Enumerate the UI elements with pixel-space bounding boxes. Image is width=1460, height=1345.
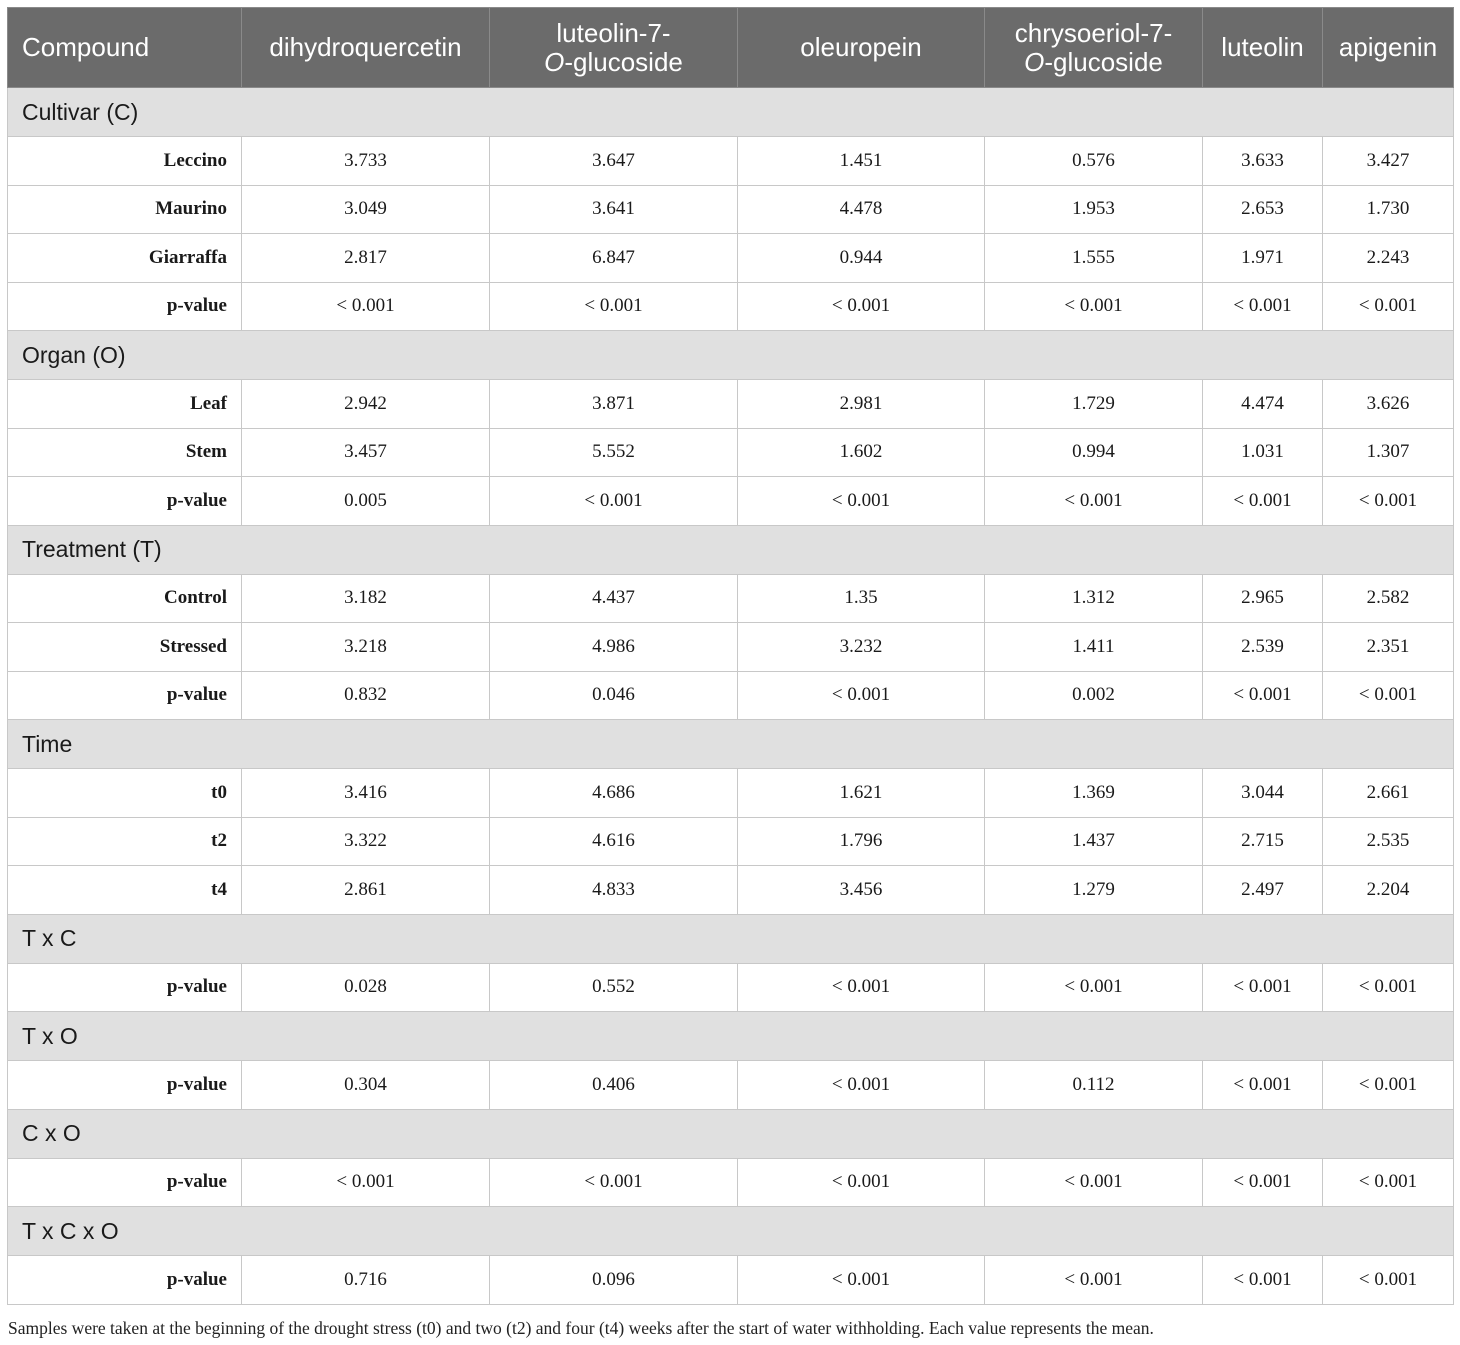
table-cell: 2.861 — [242, 866, 490, 915]
table-cell: 4.478 — [738, 185, 985, 234]
table-cell: < 0.001 — [1203, 1158, 1323, 1207]
row-label: t4 — [8, 866, 242, 915]
table-cell: 3.049 — [242, 185, 490, 234]
table-cell: 0.944 — [738, 234, 985, 283]
table-cell: < 0.001 — [985, 1256, 1203, 1305]
header-apigenin: apigenin — [1323, 8, 1454, 88]
header-luteolin-7-rest: -glucoside — [564, 46, 683, 77]
table-cell: < 0.001 — [1203, 1061, 1323, 1110]
table-cell: 3.457 — [242, 428, 490, 477]
table-cell: 2.942 — [242, 380, 490, 429]
table-row — [8, 817, 1454, 866]
table-row — [8, 477, 1454, 526]
table-cell: < 0.001 — [490, 282, 738, 331]
table-footnote: Samples were taken at the beginning of the drought stress (t0) and two (t2) and four (t4) weeks after the start of water withholding. Each value represents the mean. — [8, 1318, 1154, 1338]
table-cell: 4.686 — [490, 769, 738, 818]
table-cell: 2.539 — [1203, 623, 1323, 672]
group-title: Time — [8, 720, 1454, 769]
table-cell: 1.307 — [1323, 428, 1454, 477]
group-row — [8, 525, 1454, 574]
table-cell: < 0.001 — [1323, 1158, 1454, 1207]
table-cell: < 0.001 — [985, 477, 1203, 526]
table-cell: < 0.001 — [490, 1158, 738, 1207]
table-cell: 1.312 — [985, 574, 1203, 623]
row-label: p-value — [8, 1061, 242, 1110]
table-cell: 3.733 — [242, 137, 490, 186]
table-cell: 0.005 — [242, 477, 490, 526]
table-row — [8, 1061, 1454, 1110]
group-title: T x C x O — [8, 1207, 1454, 1256]
table-row — [8, 428, 1454, 477]
row-label: t2 — [8, 817, 242, 866]
table-cell: 2.535 — [1323, 817, 1454, 866]
table-cell: 0.576 — [985, 137, 1203, 186]
header-chrysoeriol-o: O — [1024, 46, 1045, 77]
table-cell: < 0.001 — [738, 477, 985, 526]
group-row — [8, 1109, 1454, 1158]
table-header — [8, 8, 1454, 88]
table-cell: 4.616 — [490, 817, 738, 866]
table-cell: 1.555 — [985, 234, 1203, 283]
table-row — [8, 623, 1454, 672]
row-label: Giarraffa — [8, 234, 242, 283]
table-cell: 1.369 — [985, 769, 1203, 818]
row-label: t0 — [8, 769, 242, 818]
table-cell: < 0.001 — [1323, 963, 1454, 1012]
table-cell: 3.871 — [490, 380, 738, 429]
row-label: p-value — [8, 477, 242, 526]
group-row — [8, 1207, 1454, 1256]
header-chrysoeriol-line1: chrysoeriol-7- — [1014, 17, 1173, 48]
header-luteolin: luteolin — [1203, 8, 1323, 88]
table-cell: 2.981 — [738, 380, 985, 429]
table-cell: 3.232 — [738, 623, 985, 672]
table-cell: 2.582 — [1323, 574, 1454, 623]
table-cell: < 0.001 — [1323, 1061, 1454, 1110]
row-label: Control — [8, 574, 242, 623]
table-cell: 4.986 — [490, 623, 738, 672]
group-title: C x O — [8, 1109, 1454, 1158]
table-cell: 3.633 — [1203, 137, 1323, 186]
table-cell: 1.279 — [985, 866, 1203, 915]
row-label: Maurino — [8, 185, 242, 234]
table-cell: 0.096 — [490, 1256, 738, 1305]
table-cell: 2.351 — [1323, 623, 1454, 672]
table-cell: 3.647 — [490, 137, 738, 186]
table-cell: 0.046 — [490, 671, 738, 720]
table-cell: 2.715 — [1203, 817, 1323, 866]
table-row — [8, 671, 1454, 720]
table-cell: < 0.001 — [738, 671, 985, 720]
table-row — [8, 282, 1454, 331]
table-cell: < 0.001 — [1323, 1256, 1454, 1305]
table-cell: 0.552 — [490, 963, 738, 1012]
header-row — [8, 8, 1454, 88]
table-cell: 2.653 — [1203, 185, 1323, 234]
group-title: T x C — [8, 914, 1454, 963]
table-cell: 4.437 — [490, 574, 738, 623]
table-cell: 1.796 — [738, 817, 985, 866]
row-label: p-value — [8, 963, 242, 1012]
table-cell: 5.552 — [490, 428, 738, 477]
table-cell: 0.028 — [242, 963, 490, 1012]
table-cell: 1.411 — [985, 623, 1203, 672]
table-cell: 6.847 — [490, 234, 738, 283]
table-row — [8, 866, 1454, 915]
table-cell: 1.451 — [738, 137, 985, 186]
table-cell: 0.002 — [985, 671, 1203, 720]
row-label: p-value — [8, 1158, 242, 1207]
group-title: T x O — [8, 1012, 1454, 1061]
table-cell: 0.994 — [985, 428, 1203, 477]
table-cell: 2.661 — [1323, 769, 1454, 818]
table-cell: 0.716 — [242, 1256, 490, 1305]
table-cell: 1.602 — [738, 428, 985, 477]
group-row — [8, 720, 1454, 769]
table-row — [8, 574, 1454, 623]
row-label: p-value — [8, 671, 242, 720]
table-cell: 1.35 — [738, 574, 985, 623]
table-cell: 0.304 — [242, 1061, 490, 1110]
group-row — [8, 1012, 1454, 1061]
group-title: Cultivar (C) — [8, 88, 1454, 137]
table-cell: 3.182 — [242, 574, 490, 623]
table-row — [8, 234, 1454, 283]
table-cell: < 0.001 — [738, 963, 985, 1012]
table-cell: 2.204 — [1323, 866, 1454, 915]
table-cell: 1.729 — [985, 380, 1203, 429]
header-luteolin-7-o: O — [544, 46, 565, 77]
table-cell: 1.621 — [738, 769, 985, 818]
table-cell: < 0.001 — [490, 477, 738, 526]
table-cell: 4.833 — [490, 866, 738, 915]
table-cell: < 0.001 — [1203, 477, 1323, 526]
group-title: Treatment (T) — [8, 525, 1454, 574]
group-row — [8, 331, 1454, 380]
table-cell: < 0.001 — [985, 1158, 1203, 1207]
header-chrysoeriol-line2 — [991, 48, 1196, 77]
table-body — [8, 88, 1454, 1305]
row-label: Stressed — [8, 623, 242, 672]
group-title: Organ (O) — [8, 331, 1454, 380]
table-cell: 3.427 — [1323, 137, 1454, 186]
table-cell: < 0.001 — [1323, 282, 1454, 331]
row-label: Leaf — [8, 380, 242, 429]
table-cell: 0.406 — [490, 1061, 738, 1110]
table-cell: 2.817 — [242, 234, 490, 283]
table-cell: < 0.001 — [242, 1158, 490, 1207]
table-cell: 3.416 — [242, 769, 490, 818]
header-luteolin-7-line1: luteolin-7- — [556, 17, 671, 48]
table-cell: 1.953 — [985, 185, 1203, 234]
table-cell: 3.322 — [242, 817, 490, 866]
table-cell: < 0.001 — [1203, 963, 1323, 1012]
table-cell: < 0.001 — [242, 282, 490, 331]
table-cell: 1.437 — [985, 817, 1203, 866]
table-cell: < 0.001 — [738, 1158, 985, 1207]
table-cell: 0.112 — [985, 1061, 1203, 1110]
table-row — [8, 185, 1454, 234]
row-label: p-value — [8, 282, 242, 331]
table-cell: 1.971 — [1203, 234, 1323, 283]
results-table-container — [7, 7, 1454, 1305]
table-cell: < 0.001 — [985, 282, 1203, 331]
header-dihydroquercetin: dihydroquercetin — [242, 8, 490, 88]
row-label: p-value — [8, 1256, 242, 1305]
row-label: Leccino — [8, 137, 242, 186]
table-cell: 3.044 — [1203, 769, 1323, 818]
table-row — [8, 380, 1454, 429]
table-cell: 3.641 — [490, 185, 738, 234]
table-row — [8, 963, 1454, 1012]
header-compound: Compound — [8, 8, 242, 88]
table-row — [8, 1158, 1454, 1207]
table-cell: < 0.001 — [1203, 1256, 1323, 1305]
table-cell: 3.456 — [738, 866, 985, 915]
header-chrysoeriol-7-o-glucoside — [985, 8, 1203, 88]
table-cell: 1.031 — [1203, 428, 1323, 477]
table-cell: 4.474 — [1203, 380, 1323, 429]
table-row — [8, 1256, 1454, 1305]
group-row — [8, 88, 1454, 137]
table-cell: < 0.001 — [738, 282, 985, 331]
table-cell: 2.497 — [1203, 866, 1323, 915]
table-cell: < 0.001 — [1203, 282, 1323, 331]
table-cell: < 0.001 — [985, 963, 1203, 1012]
table-cell: < 0.001 — [1203, 671, 1323, 720]
table-row — [8, 769, 1454, 818]
table-cell: 3.626 — [1323, 380, 1454, 429]
table-cell: < 0.001 — [738, 1061, 985, 1110]
table-cell: 2.243 — [1323, 234, 1454, 283]
table-cell: 2.965 — [1203, 574, 1323, 623]
table-row — [8, 137, 1454, 186]
row-label: Stem — [8, 428, 242, 477]
results-table — [7, 7, 1454, 1305]
header-luteolin-7-o-glucoside — [490, 8, 738, 88]
table-cell: < 0.001 — [738, 1256, 985, 1305]
group-row — [8, 914, 1454, 963]
table-cell: 3.218 — [242, 623, 490, 672]
table-cell: 0.832 — [242, 671, 490, 720]
header-chrysoeriol-rest: -glucoside — [1044, 46, 1163, 77]
header-oleuropein: oleuropein — [738, 8, 985, 88]
table-cell: < 0.001 — [1323, 477, 1454, 526]
header-luteolin-7-line2 — [496, 48, 731, 77]
table-cell: 1.730 — [1323, 185, 1454, 234]
table-cell: < 0.001 — [1323, 671, 1454, 720]
